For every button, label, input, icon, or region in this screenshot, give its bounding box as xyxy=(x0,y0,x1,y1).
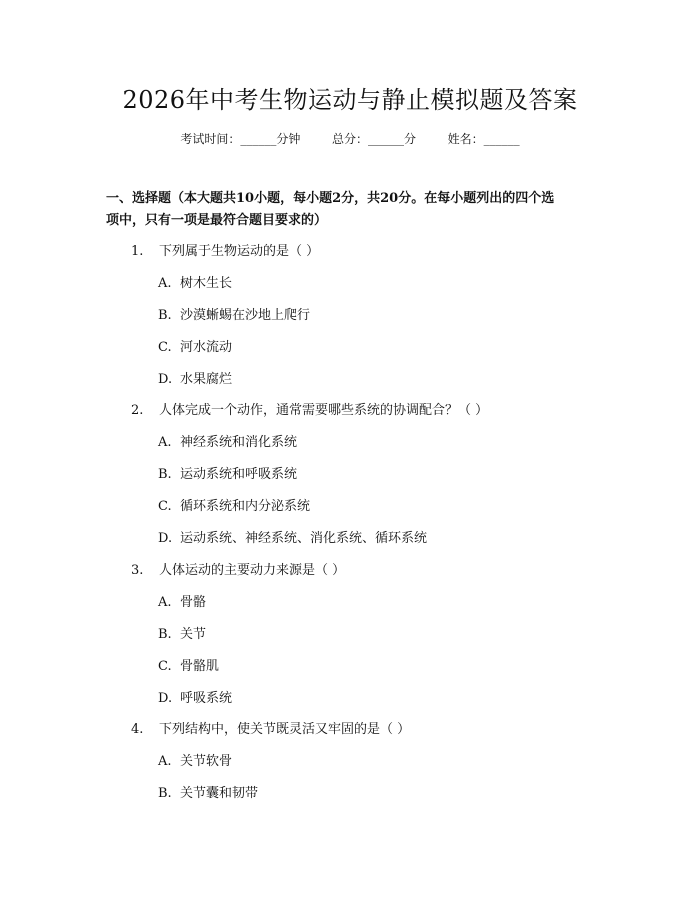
question-text: 下列属于生物运动的是（ ） xyxy=(159,244,320,259)
option-letter: A. xyxy=(158,435,172,450)
option-letter: D. xyxy=(158,531,173,546)
option-text: 水果腐烂 xyxy=(180,372,233,387)
option-text: 河水流动 xyxy=(180,340,233,355)
option-text: 骨骼 xyxy=(180,595,207,610)
option-letter: B. xyxy=(158,786,172,801)
option-2a xyxy=(158,433,297,453)
option-1b xyxy=(158,306,310,326)
option-3a xyxy=(158,593,206,613)
time-field: 考试时间：______分钟 xyxy=(180,132,301,146)
option-text: 神经系统和消化系统 xyxy=(180,435,298,450)
option-text: 循环系统和内分泌系统 xyxy=(180,499,311,514)
option-4b xyxy=(158,784,258,804)
question-number: 4. xyxy=(131,722,144,737)
question-text: 人体运动的主要动力来源是（ ） xyxy=(159,563,346,578)
name-field: 姓名：______ xyxy=(447,132,520,146)
question-text: 下列结构中，使关节既灵活又牢固的是（ ） xyxy=(159,722,411,737)
option-letter: B. xyxy=(158,467,172,482)
section-heading-line: 一、选择题（本大题共10小题，每小题2分，共20分。在每小题列出的四个选 xyxy=(106,191,555,206)
question-2 xyxy=(131,401,488,421)
option-2b xyxy=(158,465,297,485)
question-number: 1. xyxy=(131,244,144,259)
option-text: 沙漠蜥蜴在沙地上爬行 xyxy=(180,308,311,323)
page-title: 2026年中考生物运动与静止模拟题及答案 xyxy=(122,86,578,114)
option-1a xyxy=(158,274,232,294)
option-letter: A. xyxy=(158,595,172,610)
option-letter: A. xyxy=(158,754,172,769)
option-letter: C. xyxy=(158,499,172,514)
option-text: 关节软骨 xyxy=(180,754,233,769)
option-text: 骨骼肌 xyxy=(180,659,220,674)
question-number: 2. xyxy=(131,403,144,418)
option-4a xyxy=(158,752,232,772)
option-2c xyxy=(158,497,310,517)
option-text: 关节 xyxy=(180,627,207,642)
question-1 xyxy=(131,242,319,262)
score-field: 总分：______分 xyxy=(331,132,416,146)
section-heading xyxy=(106,188,606,232)
question-4 xyxy=(131,720,410,740)
section-heading-line: 项中，只有一项是最符合题目要求的） xyxy=(106,213,328,228)
option-letter: A. xyxy=(158,276,172,291)
option-letter: B. xyxy=(158,627,172,642)
option-3b xyxy=(158,625,206,645)
option-text: 运动系统、神经系统、消化系统、循环系统 xyxy=(180,531,428,546)
option-text: 关节囊和韧带 xyxy=(180,786,259,801)
question-3 xyxy=(131,561,345,581)
option-text: 运动系统和呼吸系统 xyxy=(180,467,298,482)
option-2d xyxy=(158,529,427,549)
option-letter: D. xyxy=(158,691,173,706)
question-text: 人体完成一个动作，通常需要哪些系统的协调配合？（ ） xyxy=(159,403,489,418)
option-letter: C. xyxy=(158,340,172,355)
option-text: 树木生长 xyxy=(180,276,233,291)
option-3d xyxy=(158,689,232,709)
exam-meta xyxy=(0,129,700,149)
option-3c xyxy=(158,657,219,677)
option-1c xyxy=(158,338,232,358)
option-letter: D. xyxy=(158,372,173,387)
option-letter: C. xyxy=(158,659,172,674)
question-number: 3. xyxy=(131,563,144,578)
option-1d xyxy=(158,370,232,390)
option-text: 呼吸系统 xyxy=(180,691,233,706)
option-letter: B. xyxy=(158,308,172,323)
